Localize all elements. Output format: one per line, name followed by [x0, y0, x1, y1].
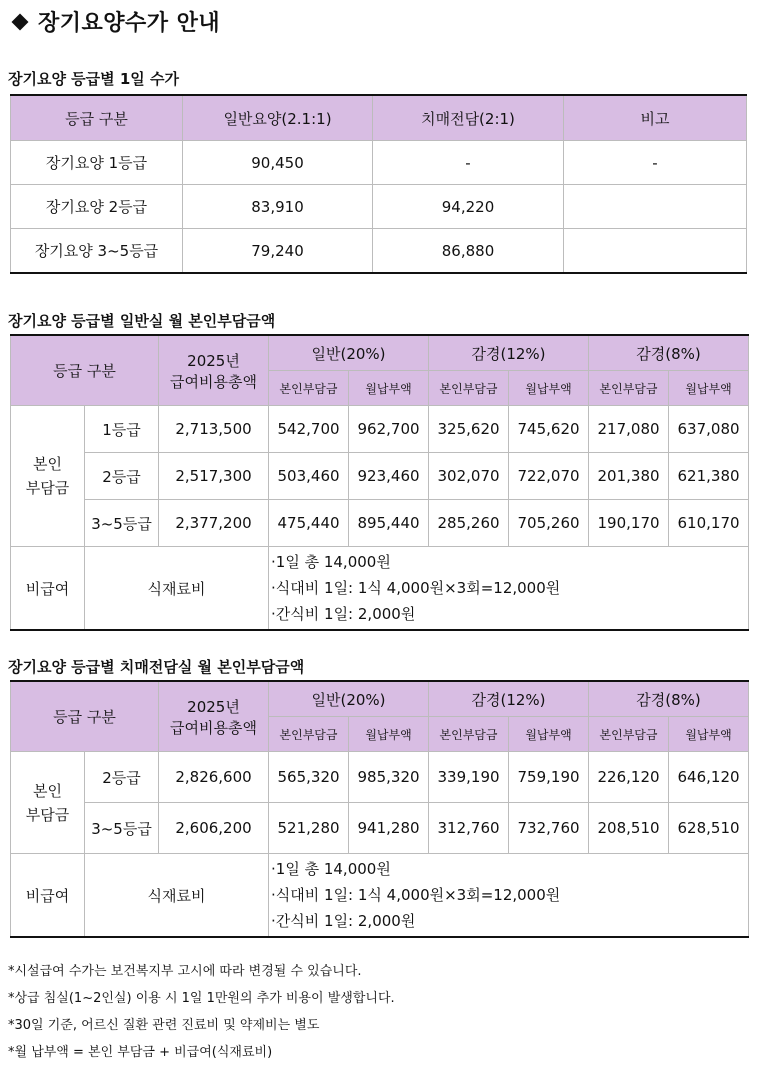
- cell-value: 565,320: [269, 752, 349, 803]
- cell-grade: 장기요양 3~5등급: [11, 229, 183, 274]
- nonbenefit-label: 비급여: [11, 547, 85, 631]
- header-total: [159, 335, 269, 406]
- header-group: 일반(20%): [269, 335, 429, 371]
- daily-fee-table: [10, 94, 747, 274]
- subheader: 본인부담금: [589, 371, 669, 406]
- table-row: [11, 453, 749, 500]
- table-header-row: [11, 335, 749, 371]
- nonbenefit-item: 식재료비: [85, 547, 269, 631]
- cell-value: 637,080: [669, 406, 749, 453]
- footnote: *월 납부액 = 본인 부담금 + 비급여(식재료비): [8, 1045, 273, 1060]
- header-total: [159, 681, 269, 752]
- page-title-text: 장기요양수가 안내: [38, 11, 221, 36]
- subheader: 본인부담금: [269, 717, 349, 752]
- cell-value: 745,620: [509, 406, 589, 453]
- subheader: 월납부액: [349, 371, 429, 406]
- cell-value: 610,170: [669, 500, 749, 547]
- header-general: 일반요양(2.1:1): [183, 95, 373, 141]
- cell-value: 285,260: [429, 500, 509, 547]
- footnote: *30일 기준, 어르신 질환 관련 진료비 및 약제비는 별도: [8, 1018, 320, 1033]
- note-line: ·1일 총 14,000원: [271, 860, 391, 878]
- footnote: *시설급여 수가는 보건복지부 고시에 따라 변경될 수 있습니다.: [8, 964, 362, 979]
- table-header-row: [11, 681, 749, 717]
- cell-value: 628,510: [669, 803, 749, 854]
- cell-grade: 2등급: [85, 752, 159, 803]
- cell-value: 325,620: [429, 406, 509, 453]
- cell-dementia: -: [373, 141, 564, 185]
- cell-value: 201,380: [589, 453, 669, 500]
- note-line: ·식대비 1일: 1식 4,000원×3회=12,000원: [271, 579, 561, 597]
- footnote: *상급 침실(1~2인실) 이용 시 1일 1만원의 추가 비용이 발생합니다.: [8, 991, 395, 1006]
- header-total-year: 2025년: [187, 697, 240, 716]
- cell-value: 732,760: [509, 803, 589, 854]
- cell-value: 923,460: [349, 453, 429, 500]
- section1-title: 장기요양 등급별 1일 수가: [8, 70, 180, 88]
- cell-dementia: 94,220: [373, 185, 564, 229]
- cell-value: 646,120: [669, 752, 749, 803]
- dementia-room-table: [10, 680, 749, 938]
- header-grade: 등급 구분: [11, 95, 183, 141]
- subheader: 월납부액: [349, 717, 429, 752]
- row-group-line: 부담금: [25, 479, 70, 497]
- header-total-year: 2025년: [187, 351, 240, 370]
- row-group-line: 부담금: [25, 805, 70, 824]
- cell-total: 2,826,600: [159, 752, 269, 803]
- note-line: ·식대비 1일: 1식 4,000원×3회=12,000원: [271, 886, 561, 904]
- cell-value: 302,070: [429, 453, 509, 500]
- cell-value: 208,510: [589, 803, 669, 854]
- cell-value: 985,320: [349, 752, 429, 803]
- page-title: [10, 6, 220, 37]
- section2-title: 장기요양 등급별 일반실 월 본인부담금액: [8, 312, 276, 330]
- subheader: 본인부담금: [269, 371, 349, 406]
- table-row: [11, 752, 749, 803]
- table-row: [11, 500, 749, 547]
- header-group: 감경(12%): [429, 681, 589, 717]
- diamond-bullet-icon: [12, 13, 29, 30]
- general-room-table: [10, 334, 749, 631]
- subheader: 월납부액: [509, 371, 589, 406]
- table-row: [11, 803, 749, 854]
- subheader: 월납부액: [669, 717, 749, 752]
- cell-value: 895,440: [349, 500, 429, 547]
- nonbenefit-item: 식재료비: [85, 854, 269, 938]
- cell-value: 722,070: [509, 453, 589, 500]
- row-group-line: 본인: [33, 781, 62, 800]
- cell-value: 542,700: [269, 406, 349, 453]
- cell-value: 705,260: [509, 500, 589, 547]
- subheader: 본인부담금: [589, 717, 669, 752]
- header-group: 일반(20%): [269, 681, 429, 717]
- table-row: [11, 141, 747, 185]
- footnotes: [8, 958, 395, 1066]
- cell-grade: 장기요양 2등급: [11, 185, 183, 229]
- row-group-label: [11, 406, 85, 547]
- header-group: 감경(8%): [589, 681, 749, 717]
- table-row: [11, 406, 749, 453]
- header-note: 비고: [564, 95, 747, 141]
- cell-general: 90,450: [183, 141, 373, 185]
- header-group: 감경(8%): [589, 335, 749, 371]
- table-header-row: [11, 95, 747, 141]
- subheader: 본인부담금: [429, 717, 509, 752]
- cell-note: [564, 229, 747, 274]
- cell-total: 2,517,300: [159, 453, 269, 500]
- header-group: 감경(12%): [429, 335, 589, 371]
- cell-value: 217,080: [589, 406, 669, 453]
- cell-general: 83,910: [183, 185, 373, 229]
- cell-grade: 3~5등급: [85, 803, 159, 854]
- nonbenefit-notes: [269, 854, 749, 938]
- cell-value: 312,760: [429, 803, 509, 854]
- table-row: [11, 185, 747, 229]
- cell-value: 226,120: [589, 752, 669, 803]
- cell-value: 339,190: [429, 752, 509, 803]
- subheader: 본인부담금: [429, 371, 509, 406]
- cell-grade: 1등급: [85, 406, 159, 453]
- cell-grade: 2등급: [85, 453, 159, 500]
- cell-dementia: 86,880: [373, 229, 564, 274]
- cell-value: 190,170: [589, 500, 669, 547]
- cell-value: 941,280: [349, 803, 429, 854]
- subheader: 월납부액: [669, 371, 749, 406]
- cell-general: 79,240: [183, 229, 373, 274]
- header-grade: 등급 구분: [11, 335, 159, 406]
- header-grade: 등급 구분: [11, 681, 159, 752]
- cell-value: 475,440: [269, 500, 349, 547]
- subheader: 월납부액: [509, 717, 589, 752]
- cell-note: [564, 185, 747, 229]
- section3-title: 장기요양 등급별 치매전담실 월 본인부담금액: [8, 658, 305, 676]
- cell-value: 759,190: [509, 752, 589, 803]
- header-total-label: 급여비용총액: [170, 718, 257, 737]
- cell-value: 621,380: [669, 453, 749, 500]
- header-total-label: 급여비용총액: [170, 372, 257, 391]
- cell-value: 503,460: [269, 453, 349, 500]
- table-row: [11, 229, 747, 274]
- cell-total: 2,377,200: [159, 500, 269, 547]
- header-dementia: 치매전담(2:1): [373, 95, 564, 141]
- note-line: ·1일 총 14,000원: [271, 553, 391, 571]
- cell-total: 2,713,500: [159, 406, 269, 453]
- cell-value: 521,280: [269, 803, 349, 854]
- nonbenefit-notes: [269, 547, 749, 631]
- row-group-label: [11, 752, 85, 854]
- row-group-line: 본인: [33, 455, 62, 473]
- cell-note: -: [564, 141, 747, 185]
- note-line: ·간식비 1일: 2,000원: [271, 912, 416, 930]
- cell-grade: 장기요양 1등급: [11, 141, 183, 185]
- nonbenefit-row: [11, 854, 749, 938]
- cell-grade: 3~5등급: [85, 500, 159, 547]
- note-line: ·간식비 1일: 2,000원: [271, 605, 416, 623]
- nonbenefit-label: 비급여: [11, 854, 85, 938]
- nonbenefit-row: [11, 547, 749, 631]
- cell-total: 2,606,200: [159, 803, 269, 854]
- cell-value: 962,700: [349, 406, 429, 453]
